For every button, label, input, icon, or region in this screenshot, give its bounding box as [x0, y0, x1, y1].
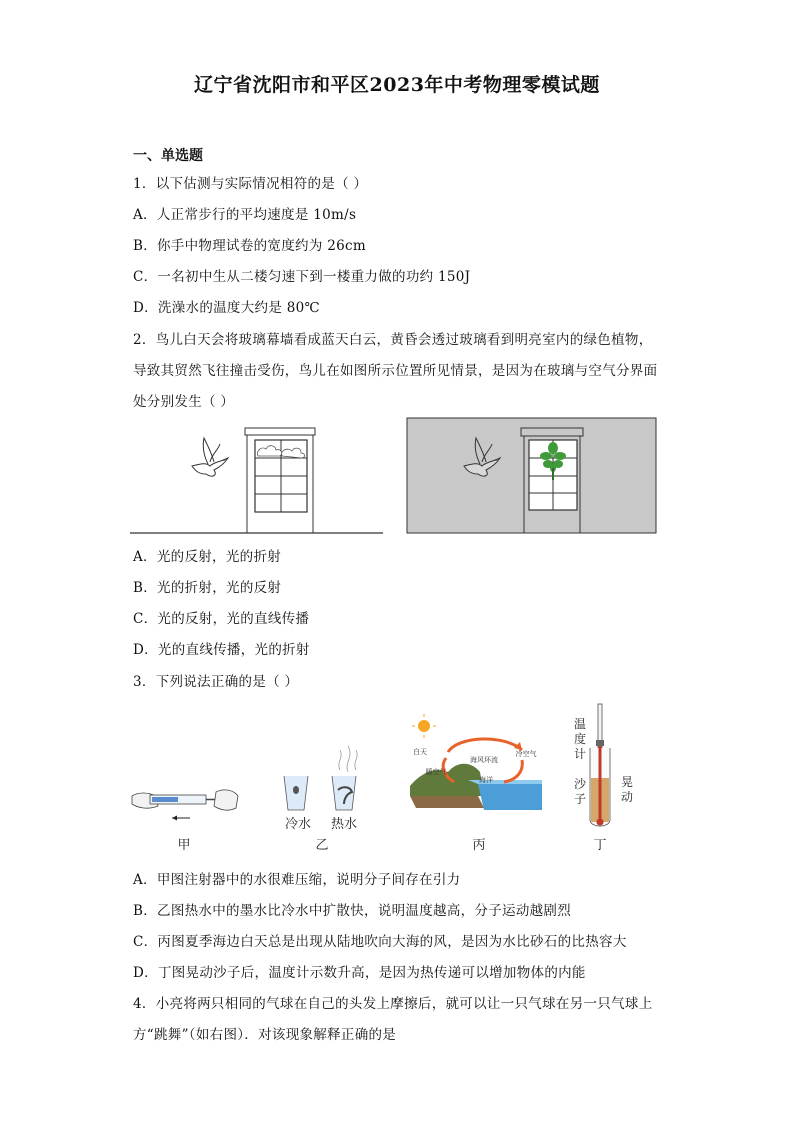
q3-option-d: D．丁图晃动沙子后，温度计示数升高，是因为热传递可以增加物体的内能: [133, 965, 586, 981]
q1-option-c: C．一名初中生从二楼匀速下到一楼重力做的功约 150J: [133, 269, 471, 285]
syringe-figure: [132, 790, 238, 821]
q4-stem-line-2: 方“跳舞”（如右图）．对该现象解释正确的是: [133, 1027, 397, 1043]
label-sea-breeze: 海风环流: [470, 756, 498, 764]
q1-option-d: D．洗澡水的温度大约是 80℃: [133, 300, 320, 316]
beakers-figure: [284, 746, 357, 810]
section-heading: 一、单选题: [133, 148, 203, 164]
label-jia: 甲: [177, 838, 191, 853]
q3-option-a: A．甲图注射器中的水很难压缩，说明分子间存在引力: [133, 872, 461, 888]
thermometer-sand-figure: [590, 704, 610, 826]
label-ding: 丁: [593, 838, 607, 853]
label-thermometer-1: 温: [574, 717, 587, 731]
bird-icon: [192, 438, 228, 476]
label-cold-air: 冷空气: [515, 750, 537, 758]
label-thermometer-2: 度: [574, 732, 587, 746]
page-title: 辽宁省沈阳市和平区2023年中考物理零模试题: [194, 74, 600, 96]
label-hot-water: 热水: [330, 817, 358, 832]
q2-stem-line-2: 导致其贸然飞往撞击受伤，鸟儿在如图所示位置所见情景，是因为在玻璃与空气分界面: [133, 363, 658, 379]
q3-option-b: B．乙图热水中的墨水比冷水中扩散快，说明温度越高，分子运动越剧烈: [133, 903, 572, 919]
label-shake-2: 动: [621, 790, 634, 804]
q2-stem-line-1: 2．鸟儿白天会将玻璃幕墙看成蓝天白云，黄昏会透过玻璃看到明亮室内的绿色植物，: [133, 332, 653, 348]
q3-stem: 3．下列说法正确的是（ ）: [133, 674, 299, 690]
q3-option-c: C．丙图夏季海边白天总是出现从陆地吹向大海的风，是因为水比砂石的比热容大: [133, 934, 627, 950]
q2-option-d: D．光的直线传播，光的折射: [133, 642, 310, 658]
label-sea: 海洋: [479, 776, 493, 784]
label-sand-1: 沙: [574, 777, 587, 791]
label-sand-2: 子: [574, 792, 587, 806]
q1-option-b: B．你手中物理试卷的宽度约为 26cm: [133, 238, 366, 254]
label-yi: 乙: [315, 838, 329, 853]
label-bing: 丙: [472, 838, 486, 853]
q2-option-c: C．光的反射，光的直线传播: [133, 611, 310, 627]
label-warm-air: 暖空气: [425, 768, 447, 776]
q1-option-a: A．人正常步行的平均速度是 10m/s: [133, 207, 357, 223]
label-thermometer-3: 计: [574, 747, 587, 761]
q2-option-b: B．光的折射，光的反射: [133, 580, 282, 596]
label-shake-1: 晃: [621, 775, 634, 789]
q2-figure-daytime: [130, 420, 386, 538]
q2-stem-line-3: 处分别发生（ ）: [133, 394, 235, 410]
q3-figure: [128, 700, 648, 860]
label-cold-water: 冷水: [284, 817, 312, 832]
q4-stem-line-1: 4．小亮将两只相同的气球在自己的头发上摩擦后，就可以让一只气球在另一只气球上: [133, 996, 653, 1012]
label-daytime: 白天: [413, 748, 427, 756]
q2-figure-dusk: [407, 418, 657, 534]
q2-option-a: A．光的反射，光的折射: [133, 549, 282, 565]
q1-stem: 1．以下估测与实际情况相符的是（ ）: [133, 176, 368, 192]
